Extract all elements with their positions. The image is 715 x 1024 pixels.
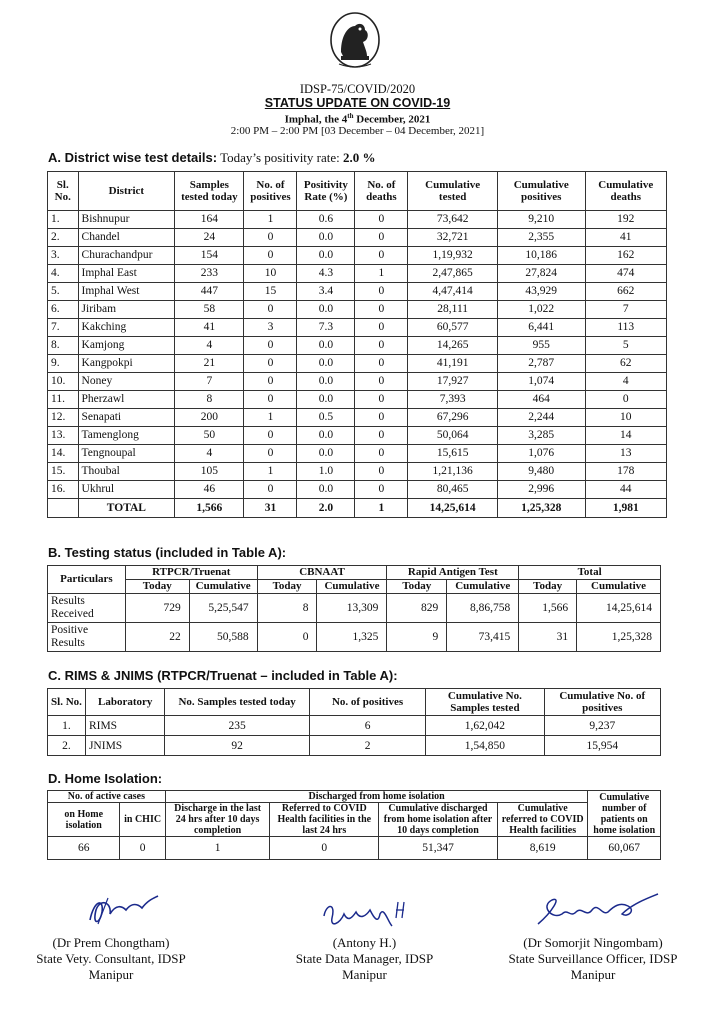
column-header: District bbox=[78, 172, 175, 211]
table-cell: 2,355 bbox=[497, 229, 585, 247]
table-cell: 0 bbox=[257, 623, 317, 652]
table-cell: 5. bbox=[48, 283, 79, 301]
table-cell: 1 bbox=[355, 265, 408, 283]
table-row bbox=[48, 211, 667, 229]
table-cell: 13 bbox=[585, 445, 667, 463]
table-cell: 0 bbox=[585, 391, 667, 409]
table-cell: 13. bbox=[48, 427, 79, 445]
active-cases-header: No. of active cases bbox=[48, 791, 166, 803]
table-cell: 200 bbox=[175, 409, 244, 427]
manipur-emblem-logo bbox=[329, 12, 381, 74]
table-cell: 14,25,614 bbox=[577, 594, 661, 623]
table-cell: 233 bbox=[175, 265, 244, 283]
district-name: Noney bbox=[78, 373, 175, 391]
table-cell: 80,465 bbox=[408, 481, 498, 499]
column-header: Discharge in the last 24 hrs after 10 days completion bbox=[165, 803, 270, 837]
signature-block-2: (Antony H.) State Data Manager, IDSP Manipur bbox=[295, 935, 434, 982]
table-cell: 41 bbox=[175, 319, 244, 337]
subheader-cumulative: Cumulative bbox=[447, 580, 519, 594]
district-name: Imphal West bbox=[78, 283, 175, 301]
table-cell: 1,62,042 bbox=[426, 716, 544, 736]
table-row bbox=[48, 716, 661, 736]
table-cell: 17,927 bbox=[408, 373, 498, 391]
district-name: Kangpokpi bbox=[78, 355, 175, 373]
table-cell: 0 bbox=[355, 301, 408, 319]
table-row bbox=[48, 463, 667, 481]
table-cell: 464 bbox=[497, 391, 585, 409]
district-test-table bbox=[47, 171, 667, 518]
table-cell: 4.3 bbox=[297, 265, 355, 283]
signature-scribble-3 bbox=[532, 890, 662, 932]
table-cell: 5 bbox=[585, 337, 667, 355]
district-name: Pherzawl bbox=[78, 391, 175, 409]
subheader-cumulative: Cumulative bbox=[189, 580, 257, 594]
group-header: Rapid Antigen Test bbox=[387, 566, 519, 580]
table-cell: 10. bbox=[48, 373, 79, 391]
table-cell: 0 bbox=[355, 229, 408, 247]
table-cell: 0 bbox=[355, 427, 408, 445]
table-cell: 14. bbox=[48, 445, 79, 463]
district-name: Senapati bbox=[78, 409, 175, 427]
table-cell: 6. bbox=[48, 301, 79, 319]
table-cell: 10 bbox=[244, 265, 297, 283]
table-cell: 178 bbox=[585, 463, 667, 481]
table-cell: 7. bbox=[48, 319, 79, 337]
group-header: Total bbox=[519, 566, 661, 580]
column-header: on Home isolation bbox=[48, 803, 120, 837]
column-header: Samples tested today bbox=[175, 172, 244, 211]
reference-number: IDSP-75/COVID/2020 bbox=[299, 82, 416, 96]
table-cell: 8 bbox=[257, 594, 317, 623]
column-header: Laboratory bbox=[85, 689, 164, 716]
column-header: Cumulative deaths bbox=[585, 172, 667, 211]
column-header: No. of positives bbox=[309, 689, 425, 716]
district-name: Kamjong bbox=[78, 337, 175, 355]
table-cell: 0 bbox=[355, 373, 408, 391]
table-row bbox=[48, 301, 667, 319]
place-date: Imphal, the 4th December, 2021 bbox=[284, 112, 431, 126]
table-cell: 41,191 bbox=[408, 355, 498, 373]
table-cell: 9,480 bbox=[497, 463, 585, 481]
subheader-today: Today bbox=[387, 580, 447, 594]
table-cell: 0 bbox=[355, 409, 408, 427]
district-name: Tengnoupal bbox=[78, 445, 175, 463]
column-header: Cumulative No. Samples tested bbox=[426, 689, 544, 716]
table-cell: 162 bbox=[585, 247, 667, 265]
home-isolation-table bbox=[47, 790, 661, 860]
table-cell: 2. bbox=[48, 229, 79, 247]
column-header: Cumulative tested bbox=[408, 172, 498, 211]
signature-block-3: (Dr Somorjit Ningombam) State Surveillance Officer, IDSP Manipur bbox=[508, 935, 678, 982]
table-cell: 92 bbox=[165, 736, 309, 756]
table-cell: 192 bbox=[585, 211, 667, 229]
table-cell: 46 bbox=[175, 481, 244, 499]
table-cell: 15,954 bbox=[544, 736, 661, 756]
table-cell: 0.5 bbox=[297, 409, 355, 427]
table-cell: 1 bbox=[244, 211, 297, 229]
total-cell: 1,981 bbox=[585, 499, 667, 518]
table-cell: 8. bbox=[48, 337, 79, 355]
table-row bbox=[48, 355, 667, 373]
table-cell: 0 bbox=[355, 355, 408, 373]
total-cell bbox=[48, 499, 79, 518]
district-name: Imphal East bbox=[78, 265, 175, 283]
table-cell: 41 bbox=[585, 229, 667, 247]
table-cell: 14 bbox=[585, 427, 667, 445]
table-cell: 1.0 bbox=[297, 463, 355, 481]
table-cell: 0.0 bbox=[297, 391, 355, 409]
subheader-cumulative: Cumulative bbox=[317, 580, 387, 594]
table-cell: 1,566 bbox=[519, 594, 577, 623]
table-cell: 62 bbox=[585, 355, 667, 373]
table-cell: 829 bbox=[387, 594, 447, 623]
column-header: Referred to COVID Health facilities in the last 24 hrs bbox=[270, 803, 379, 837]
section-d-heading: D. Home Isolation: bbox=[48, 771, 163, 786]
table-cell: 474 bbox=[585, 265, 667, 283]
column-header: No. of positives bbox=[244, 172, 297, 211]
table-cell: 4 bbox=[585, 373, 667, 391]
subheader-cumulative: Cumulative bbox=[577, 580, 661, 594]
table-cell: 1,074 bbox=[497, 373, 585, 391]
table-cell: 60,577 bbox=[408, 319, 498, 337]
table-cell: 44 bbox=[585, 481, 667, 499]
table-cell: 22 bbox=[125, 623, 189, 652]
table-cell: 73,642 bbox=[408, 211, 498, 229]
table-cell: 0 bbox=[244, 355, 297, 373]
table-cell: 0 bbox=[355, 283, 408, 301]
table-cell: 0 bbox=[244, 229, 297, 247]
table-cell: 28,111 bbox=[408, 301, 498, 319]
table-cell: 13,309 bbox=[317, 594, 387, 623]
table-cell: 8 bbox=[175, 391, 244, 409]
table-cell: 0.0 bbox=[297, 427, 355, 445]
section-c-heading: C. RIMS & JNIMS (RTPCR/Truenat – included in Table A): bbox=[48, 668, 398, 683]
table-cell: 154 bbox=[175, 247, 244, 265]
table-cell: 0 bbox=[355, 481, 408, 499]
table-row bbox=[48, 283, 667, 301]
table-cell: 8,86,758 bbox=[447, 594, 519, 623]
table-row bbox=[48, 337, 667, 355]
table-row bbox=[48, 265, 667, 283]
table-row bbox=[48, 445, 667, 463]
table-cell: 0 bbox=[355, 211, 408, 229]
table-cell: JNIMS bbox=[85, 736, 164, 756]
table-cell: 24 bbox=[175, 229, 244, 247]
table-cell: 16. bbox=[48, 481, 79, 499]
subheader-today: Today bbox=[125, 580, 189, 594]
table-cell: 14,265 bbox=[408, 337, 498, 355]
table-row bbox=[48, 319, 667, 337]
table-cell: 0 bbox=[355, 391, 408, 409]
table-cell: 4. bbox=[48, 265, 79, 283]
table-cell: 0 bbox=[244, 337, 297, 355]
table-row bbox=[48, 391, 667, 409]
table-cell: 50,588 bbox=[189, 623, 257, 652]
signature-scribble-1 bbox=[82, 890, 162, 930]
district-name: Churachandpur bbox=[78, 247, 175, 265]
table-cell: 67,296 bbox=[408, 409, 498, 427]
table-cell: 4 bbox=[175, 337, 244, 355]
table-cell: 0 bbox=[120, 837, 165, 860]
section-b-heading: B. Testing status (included in Table A): bbox=[48, 545, 287, 560]
column-header: Sl. No. bbox=[48, 172, 79, 211]
table-cell: 164 bbox=[175, 211, 244, 229]
rims-jnims-table bbox=[47, 688, 661, 756]
table-cell: 0.0 bbox=[297, 355, 355, 373]
table-cell: 0 bbox=[355, 319, 408, 337]
table-cell: 1,25,328 bbox=[577, 623, 661, 652]
table-cell: 729 bbox=[125, 594, 189, 623]
total-row bbox=[48, 499, 667, 518]
table-cell: 0 bbox=[270, 837, 379, 860]
table-cell: 32,721 bbox=[408, 229, 498, 247]
group-header: CBNAAT bbox=[257, 566, 387, 580]
column-header: Cumulative referred to COVID Health facilities bbox=[497, 803, 588, 837]
table-cell: 113 bbox=[585, 319, 667, 337]
table-cell: 15. bbox=[48, 463, 79, 481]
table-cell: 1 bbox=[244, 409, 297, 427]
table-cell: 0 bbox=[244, 391, 297, 409]
table-cell: 12. bbox=[48, 409, 79, 427]
table-cell: 3 bbox=[244, 319, 297, 337]
table-cell: 1,19,932 bbox=[408, 247, 498, 265]
table-cell: 0 bbox=[355, 445, 408, 463]
table-cell: 0.0 bbox=[297, 445, 355, 463]
table-cell: 0 bbox=[244, 301, 297, 319]
table-row bbox=[48, 594, 661, 623]
table-row bbox=[48, 247, 667, 265]
table-cell: 6 bbox=[309, 716, 425, 736]
table-cell: 0 bbox=[244, 481, 297, 499]
discharged-header: Discharged from home isolation bbox=[165, 791, 588, 803]
table-cell: 1,022 bbox=[497, 301, 585, 319]
table-cell: 0 bbox=[244, 445, 297, 463]
table-cell: RIMS bbox=[85, 716, 164, 736]
table-cell: 1. bbox=[48, 716, 86, 736]
table-row bbox=[48, 481, 667, 499]
table-cell: 5,25,547 bbox=[189, 594, 257, 623]
table-cell: 10,186 bbox=[497, 247, 585, 265]
table-cell: 15,615 bbox=[408, 445, 498, 463]
table-cell: 15 bbox=[244, 283, 297, 301]
total-cell: 2.0 bbox=[297, 499, 355, 518]
table-cell: 0.6 bbox=[297, 211, 355, 229]
column-header: in CHIC bbox=[120, 803, 165, 837]
table-cell: 73,415 bbox=[447, 623, 519, 652]
total-cell: 1 bbox=[355, 499, 408, 518]
table-cell: 7.3 bbox=[297, 319, 355, 337]
table-cell: 0.0 bbox=[297, 301, 355, 319]
table-cell: 662 bbox=[585, 283, 667, 301]
table-cell: 1,54,850 bbox=[426, 736, 544, 756]
table-cell: 51,347 bbox=[379, 837, 498, 860]
column-header: Cumulative discharged from home isolation after 10 days completion bbox=[379, 803, 498, 837]
table-cell: 447 bbox=[175, 283, 244, 301]
table-cell: 2 bbox=[309, 736, 425, 756]
table-cell: 66 bbox=[48, 837, 120, 860]
table-cell: 3.4 bbox=[297, 283, 355, 301]
total-cell: 14,25,614 bbox=[408, 499, 498, 518]
group-header: RTPCR/Truenat bbox=[125, 566, 257, 580]
table-cell: 1,21,136 bbox=[408, 463, 498, 481]
table-cell: 11. bbox=[48, 391, 79, 409]
signature-scribble-2 bbox=[318, 896, 414, 932]
table-cell: 0 bbox=[244, 373, 297, 391]
table-row bbox=[48, 736, 661, 756]
particulars-header: Particulars bbox=[48, 566, 126, 594]
district-name: Kakching bbox=[78, 319, 175, 337]
table-row bbox=[48, 229, 667, 247]
table-cell: 1,325 bbox=[317, 623, 387, 652]
row-label: Positive Results bbox=[48, 623, 126, 652]
total-cell: 1,25,328 bbox=[497, 499, 585, 518]
table-cell: 1 bbox=[244, 463, 297, 481]
table-cell: 60,067 bbox=[588, 837, 661, 860]
district-name: Chandel bbox=[78, 229, 175, 247]
table-cell: 0.0 bbox=[297, 247, 355, 265]
district-name: Thoubal bbox=[78, 463, 175, 481]
table-cell: 50 bbox=[175, 427, 244, 445]
table-cell: 7 bbox=[175, 373, 244, 391]
table-cell: 50,064 bbox=[408, 427, 498, 445]
cumulative-patients-header: Cumulative number of patients on home isolation bbox=[588, 791, 661, 837]
table-cell: 1. bbox=[48, 211, 79, 229]
document-title: STATUS UPDATE ON COVID-19 bbox=[264, 96, 451, 110]
table-cell: 105 bbox=[175, 463, 244, 481]
table-cell: 58 bbox=[175, 301, 244, 319]
table-row bbox=[48, 409, 667, 427]
table-cell: 9 bbox=[387, 623, 447, 652]
table-cell: 2,244 bbox=[497, 409, 585, 427]
table-cell: 9,237 bbox=[544, 716, 661, 736]
district-name: Ukhrul bbox=[78, 481, 175, 499]
total-cell: 31 bbox=[244, 499, 297, 518]
table-cell: 955 bbox=[497, 337, 585, 355]
table-cell: 2,47,865 bbox=[408, 265, 498, 283]
table-cell: 21 bbox=[175, 355, 244, 373]
table-cell: 4 bbox=[175, 445, 244, 463]
signature-block-1: (Dr Prem Chongtham) State Vety. Consultant, IDSP Manipur bbox=[36, 935, 186, 982]
table-cell: 0 bbox=[244, 427, 297, 445]
subheader-today: Today bbox=[257, 580, 317, 594]
table-cell: 9,210 bbox=[497, 211, 585, 229]
district-name: Bishnupur bbox=[78, 211, 175, 229]
column-header: Cumulative positives bbox=[497, 172, 585, 211]
table-cell: 7 bbox=[585, 301, 667, 319]
table-cell: 9. bbox=[48, 355, 79, 373]
table-cell: 1 bbox=[165, 837, 270, 860]
table-row bbox=[48, 623, 661, 652]
table-cell: 0.0 bbox=[297, 373, 355, 391]
table-cell: 2,996 bbox=[497, 481, 585, 499]
table-cell: 3,285 bbox=[497, 427, 585, 445]
table-row bbox=[48, 427, 667, 445]
table-cell: 4,47,414 bbox=[408, 283, 498, 301]
column-header: Sl. No. bbox=[48, 689, 86, 716]
table-cell: 8,619 bbox=[497, 837, 588, 860]
table-cell: 6,441 bbox=[497, 319, 585, 337]
table-row bbox=[48, 373, 667, 391]
table-cell: 2,787 bbox=[497, 355, 585, 373]
testing-status-table bbox=[47, 565, 661, 652]
total-cell: 1,566 bbox=[175, 499, 244, 518]
section-a-heading: A. District wise test details: Today’s positivity rate: 2.0 % bbox=[48, 150, 376, 165]
table-cell: 0.0 bbox=[297, 229, 355, 247]
column-header: No. Samples tested today bbox=[165, 689, 309, 716]
total-cell: TOTAL bbox=[78, 499, 175, 518]
column-header: No. of deaths bbox=[355, 172, 408, 211]
table-cell: 0.0 bbox=[297, 337, 355, 355]
table-cell: 0 bbox=[244, 247, 297, 265]
table-cell: 27,824 bbox=[497, 265, 585, 283]
table-cell: 3. bbox=[48, 247, 79, 265]
table-cell: 10 bbox=[585, 409, 667, 427]
column-header: Positivity Rate (%) bbox=[297, 172, 355, 211]
table-cell: 0 bbox=[355, 337, 408, 355]
table-cell: 1,076 bbox=[497, 445, 585, 463]
table-cell: 43,929 bbox=[497, 283, 585, 301]
column-header: Cumulative No. of positives bbox=[544, 689, 661, 716]
table-cell: 0 bbox=[355, 247, 408, 265]
district-name: Jiribam bbox=[78, 301, 175, 319]
table-cell: 2. bbox=[48, 736, 86, 756]
table-cell: 7,393 bbox=[408, 391, 498, 409]
table-cell: 31 bbox=[519, 623, 577, 652]
reporting-period: 2:00 PM – 2:00 PM [03 December – 04 December, 2021] bbox=[230, 125, 485, 137]
table-cell: 0.0 bbox=[297, 481, 355, 499]
table-cell: 0 bbox=[355, 463, 408, 481]
district-name: Tamenglong bbox=[78, 427, 175, 445]
subheader-today: Today bbox=[519, 580, 577, 594]
row-label: Results Received bbox=[48, 594, 126, 623]
table-cell: 235 bbox=[165, 716, 309, 736]
